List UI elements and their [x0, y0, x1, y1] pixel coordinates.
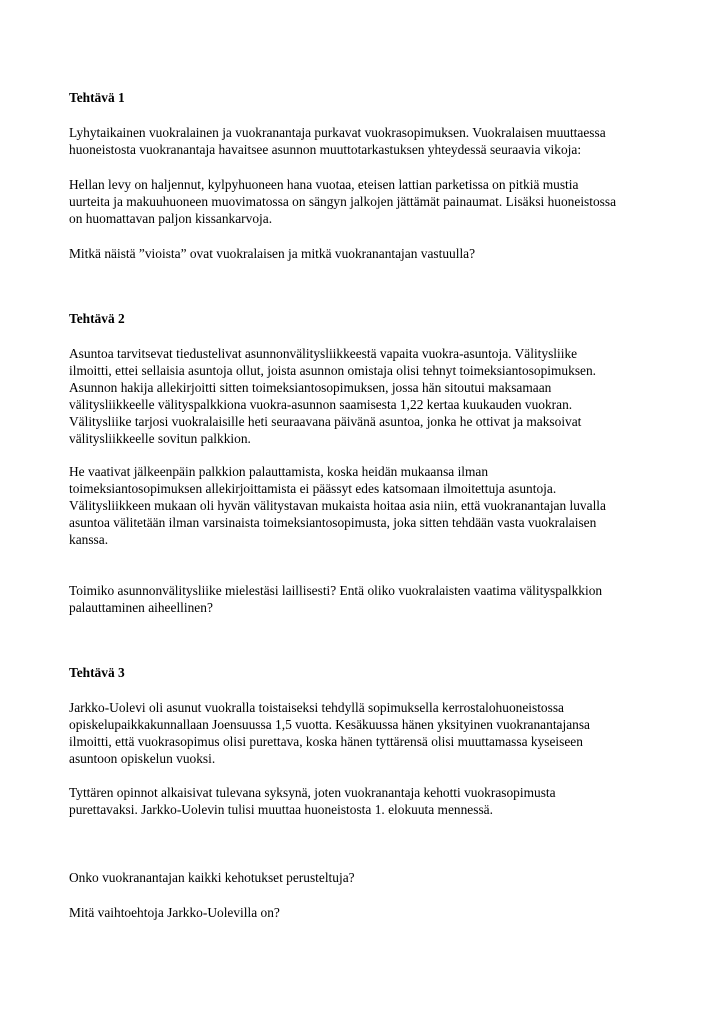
task-2-paragraph-2-line-4: asuntoa välitetään ilman varsinaista toimeksiantosopimusta, joka sitten tehdään vasta vuokralaisen	[69, 515, 597, 530]
task-2-question-line-2: palauttaminen aiheellinen?	[69, 600, 213, 615]
task-2-paragraph-2-line-5: kanssa.	[69, 532, 109, 547]
task-1-paragraph-1-line-2: huoneistosta vuokranantaja havaitsee asunnon muuttotarkastuksen yhteydessä seuraavia vikoja:	[69, 142, 582, 157]
task-3-paragraph-1-line-1: Jarkko-Uolevi oli asunut vuokralla toistaiseksi tehdyllä sopimuksella kerrostalohuoneistossa	[69, 700, 564, 715]
task-2-heading: Tehtävä 2	[69, 311, 125, 326]
task-3-paragraph-2-line-2: purettavaksi. Jarkko-Uolevin tulisi muuttaa huoneistosta 1. elokuuta mennessä.	[69, 802, 493, 817]
task-2-paragraph-1-line-5: Välitysliike tarjosi vuokralaisille heti seuraavana päivänä asuntoa, jonka he ottivat ja maksoivat	[69, 414, 582, 429]
task-3-paragraph-1-line-3: ilmoitti, että vuokrasopimus olisi purettava, koska hänen tyttärensä olisi muuttamassa kyseiseen	[69, 734, 583, 749]
task-3-paragraph-2-line-1: Tyttären opinnot alkaisivat tulevana syksynä, joten vuokranantaja kehotti vuokrasopimusta	[69, 785, 556, 800]
task-2-paragraph-2-line-2: toimeksiantosopimuksen allekirjoittamista ei päässyt edes katsomaan ilmoitettuja asuntoja.	[69, 481, 557, 496]
task-3-paragraph-1-line-2: opiskelupaikkakunnallaan Joensuussa 1,5 vuotta. Kesäkuussa hänen yksityinen vuokranantajansa	[69, 717, 590, 732]
task-2-paragraph-1-line-3: Asunnon hakija allekirjoitti sitten toimeksiantosopimuksen, jossa hän sitoutui maksamaan	[69, 380, 552, 395]
task-3-heading: Tehtävä 3	[69, 665, 125, 680]
task-3-question-2: Mitä vaihtoehtoja Jarkko-Uolevilla on?	[69, 905, 280, 920]
task-1-paragraph-1-line-1: Lyhytaikainen vuokralainen ja vuokranantaja purkavat vuokrasopimuksen. Vuokralaisen muuttaessa	[69, 125, 606, 140]
task-1-paragraph-2-line-1: Hellan levy on haljennut, kylpyhuoneen hana vuotaa, eteisen lattian parketissa on pitkiä mustia	[69, 177, 579, 192]
task-2-question-line-1: Toimiko asunnonvälitysliike mielestäsi laillisesti? Entä oliko vuokralaisten vaatima välityspalkkion	[69, 583, 603, 598]
task-2-paragraph-1-line-2: ilmoitti, ettei sellaisia asuntoja ollut, joista asunnon omistaja olisi tehnyt toimeksiantosopimuksen.	[69, 363, 597, 378]
task-1-paragraph-2-line-2: uurteita ja makuuhuoneen muovimatossa on sängyn jalkojen jättämät painaumat. Lisäksi huoneistossa	[69, 194, 617, 209]
task-2-paragraph-1-line-6: välitysliikkeelle sovitun palkkion.	[69, 431, 251, 446]
task-2-paragraph-2-line-3: Välitysliikkeen mukaan oli hyvän välitystavan mukaista hoitaa asia niin, että vuokranantajan luvalla	[69, 498, 606, 513]
task-3-question-1: Onko vuokranantajan kaikki kehotukset perusteltuja?	[69, 870, 355, 885]
task-2-paragraph-1-line-1: Asuntoa tarvitsevat tiedustelivat asunnonvälitysliikkeestä vapaita vuokra-asuntoja. Välitysliike	[69, 346, 578, 361]
task-1-paragraph-2-line-3: on huomattavan paljon kissankarvoja.	[69, 211, 273, 226]
task-1-heading: Tehtävä 1	[69, 90, 125, 105]
task-3-paragraph-1-line-4: asuntoon opiskelun vuoksi.	[69, 751, 216, 766]
task-2-paragraph-2-line-1: He vaativat jälkeenpäin palkkion palauttamista, koska heidän mukaansa ilman	[69, 464, 489, 479]
task-2-paragraph-1-line-4: välitysliikkeelle välityspalkkiona vuokra-asunnon saamisesta 1,22 kertaa kuukauden vuokran.	[69, 397, 573, 412]
task-1-question: Mitkä näistä ”vioista” ovat vuokralaisen ja mitkä vuokranantajan vastuulla?	[69, 246, 476, 261]
